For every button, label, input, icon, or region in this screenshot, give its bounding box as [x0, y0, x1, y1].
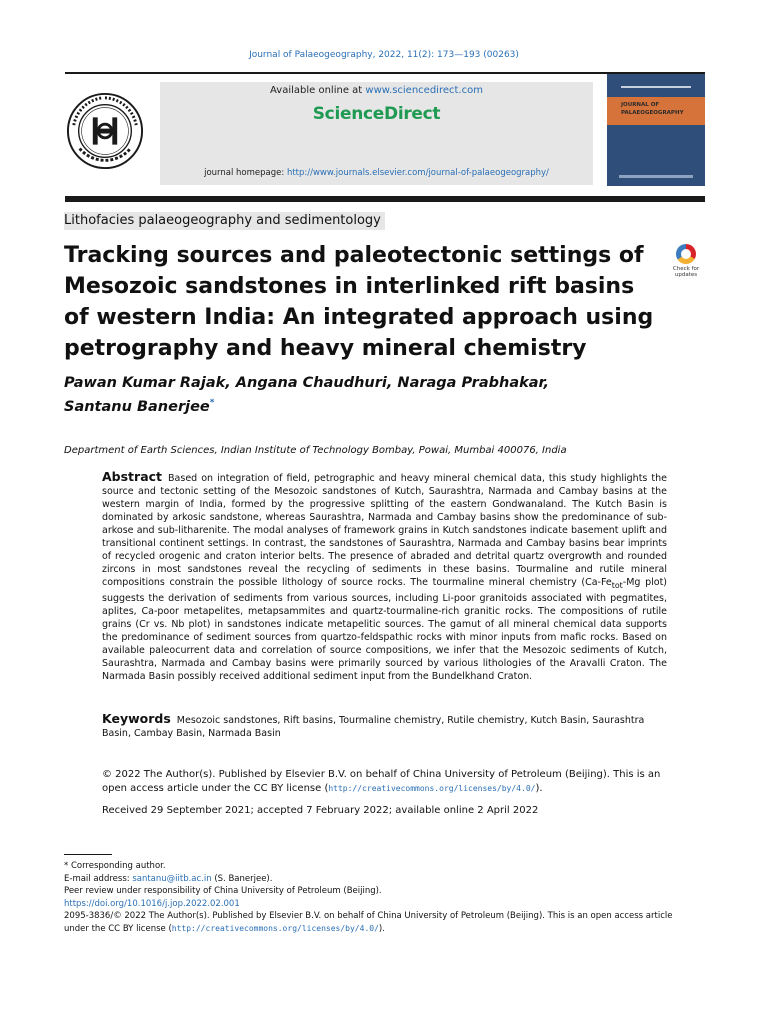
author-list	[64, 373, 664, 417]
footnote-rule	[64, 854, 112, 855]
journal-homepage-link[interactable]: http://www.journals.elsevier.com/journal-of-palaeogeography/	[286, 168, 549, 178]
cc-license-link[interactable]: http://creativecommons.org/licenses/by/4.0/	[328, 784, 536, 793]
abstract-subscript: tot	[611, 580, 623, 590]
keywords-heading: Keywords	[102, 711, 171, 726]
author-line: Pawan Kumar Rajak, Angana Chaudhuri, Naraga Prabhakar,	[64, 375, 550, 391]
journal-homepage-label: journal homepage:	[204, 168, 287, 178]
cover-title-line: PALAEOGEOGRAPHY	[621, 110, 684, 116]
affiliation: Department of Earth Sciences, Indian Institute of Technology Bombay, Powai, Mumbai 400076, India	[64, 445, 567, 456]
copyright-text: © 2022 The Author(s). Published by Elsevier B.V. on behalf of China University of Petroleum (Beijing). This is an open access article under the CC BY license (	[102, 769, 661, 794]
email-line	[64, 873, 714, 886]
university-seal-logo	[66, 92, 144, 170]
corresponding-author-marker[interactable]: *	[209, 398, 215, 408]
check-for-updates-badge[interactable]	[668, 244, 704, 282]
author-name: Santanu Banerjee	[64, 398, 210, 415]
crossmark-icon-center	[681, 249, 691, 259]
sciencedirect-brand[interactable]: ScienceDirect	[312, 104, 441, 124]
issn-copyright-note: 2095-3836/© 2022 The Author(s). Published by Elsevier B.V. on behalf of China University of Petroleum (Beijing). This is an open access article	[64, 911, 673, 921]
abstract-heading: Abstract	[102, 469, 163, 484]
peer-review-note: Peer review under responsibility of China University of Petroleum (Beijing).	[64, 886, 382, 896]
author-line-last	[64, 393, 664, 417]
abstract-text: -Mg plot) suggests the derivation of sediments from various sources, including Li-poor granitoids associated with pegmatites, aplites, Ca-poor metapelites, metapsammites and quartz-tourmaline-rich granitic rocks. The compositions of rutile grains (Cr vs. Nb plot) in sandstones indicate metapelitic sources. The gamut of all mineral chemical data supports the predominance of sediment sources from quartzo-feldspathic rocks with minor inputs from mafic rocks. Based on available paleocurrent data and correlation of source compositions, we infer that the Mesozoic sediments of Kutch, Saurashtra, Narmada and Cambay basins were primarily sourced by various lithologies of the Aravalli Craton. The Narmada Basin possibly received additional sediment input from the Bundelkhand Craton.	[102, 577, 667, 682]
license-label: under the CC BY license (	[64, 923, 172, 934]
keywords	[102, 712, 667, 740]
header-bottom-rule	[65, 196, 705, 202]
journal-cover-thumbnail[interactable]	[607, 74, 705, 186]
email-suffix: (S. Banerjee).	[211, 873, 273, 884]
doi-link[interactable]: https://doi.org/10.1016/j.jop.2022.02.001	[64, 898, 240, 909]
crossmark-label	[668, 266, 704, 278]
running-head: Journal of Palaeogeography, 2022, 11(2): 173—193 (00263)	[249, 50, 519, 60]
section-tag: Lithofacies palaeogeography and sedimentology	[64, 212, 385, 230]
copyright-close: ).	[535, 783, 543, 794]
license-suffix: ).	[378, 923, 385, 934]
sciencedirect-link[interactable]: www.sciencedirect.com	[365, 85, 483, 96]
abstract-text: Based on integration of field, petrographic and heavy mineral chemical data, this study highlights the source and tectonic setting of the Mesozoic sandstones of Kutch, Saurashtra, Narmada and Cambay basins at the western margin of India, formed by the progressive splitting of the eastern Gondwanaland. The Kutch Basin is dominated by arkosic sandstone, whereas Saurashtra, Narmada and Cambay basins show the predominance of sub-arkose and sub-litharenite. The modal analyses of framework grains in Kutch sandstones indicate basement uplift and transitional continent settings. In contrast, the sandstones of Saurashtra, Narmada and Cambay basins bear imprints of recycled orogenic and craton interior belts. The presence of abraded and detrital quartz overgrowth and rounded zircons in most sandstones reveal the recycling of sediments in these basins. Tourmaline and rutile mineral compositions constrain the possible lithology of source rocks. The tourmaline mineral chemistry (Ca-Fe	[102, 473, 667, 588]
cover-top-strip	[621, 86, 691, 88]
email-label: E-mail address:	[64, 873, 133, 884]
abstract	[102, 470, 667, 683]
corresponding-author-note: * Corresponding author.	[64, 861, 166, 871]
cover-footer-strip	[619, 175, 693, 178]
license-line	[64, 923, 714, 936]
cover-title-line: JOURNAL OF	[621, 102, 660, 108]
footnotes	[64, 860, 714, 935]
keywords-text: Mesozoic sandstones, Rift basins, Tourmaline chemistry, Rutile chemistry, Kutch Basin, Saurashtra Basin, Cambay Basin, Narmada Basin	[102, 715, 645, 739]
email-link[interactable]: santanu@iitb.ac.in	[132, 873, 212, 884]
available-online-line	[160, 85, 593, 96]
footer-license-link[interactable]: http://creativecommons.org/licenses/by/4.0/	[171, 923, 379, 933]
crossmark-label-line: updates	[674, 272, 698, 278]
available-online-label: Available online at	[270, 85, 366, 96]
crossmark-label-line: Check for	[672, 266, 700, 272]
article-title: Tracking sources and paleotectonic settings of Mesozoic sandstones in interlinked rift basins of western India: An integrated approach using petrography and heavy mineral chemistry	[64, 243, 654, 361]
copyright-statement	[102, 768, 682, 796]
journal-homepage-line	[160, 168, 593, 178]
cover-title	[621, 101, 684, 117]
article-history: Received 29 September 2021; accepted 7 February 2022; available online 2 April 2022	[102, 805, 539, 816]
